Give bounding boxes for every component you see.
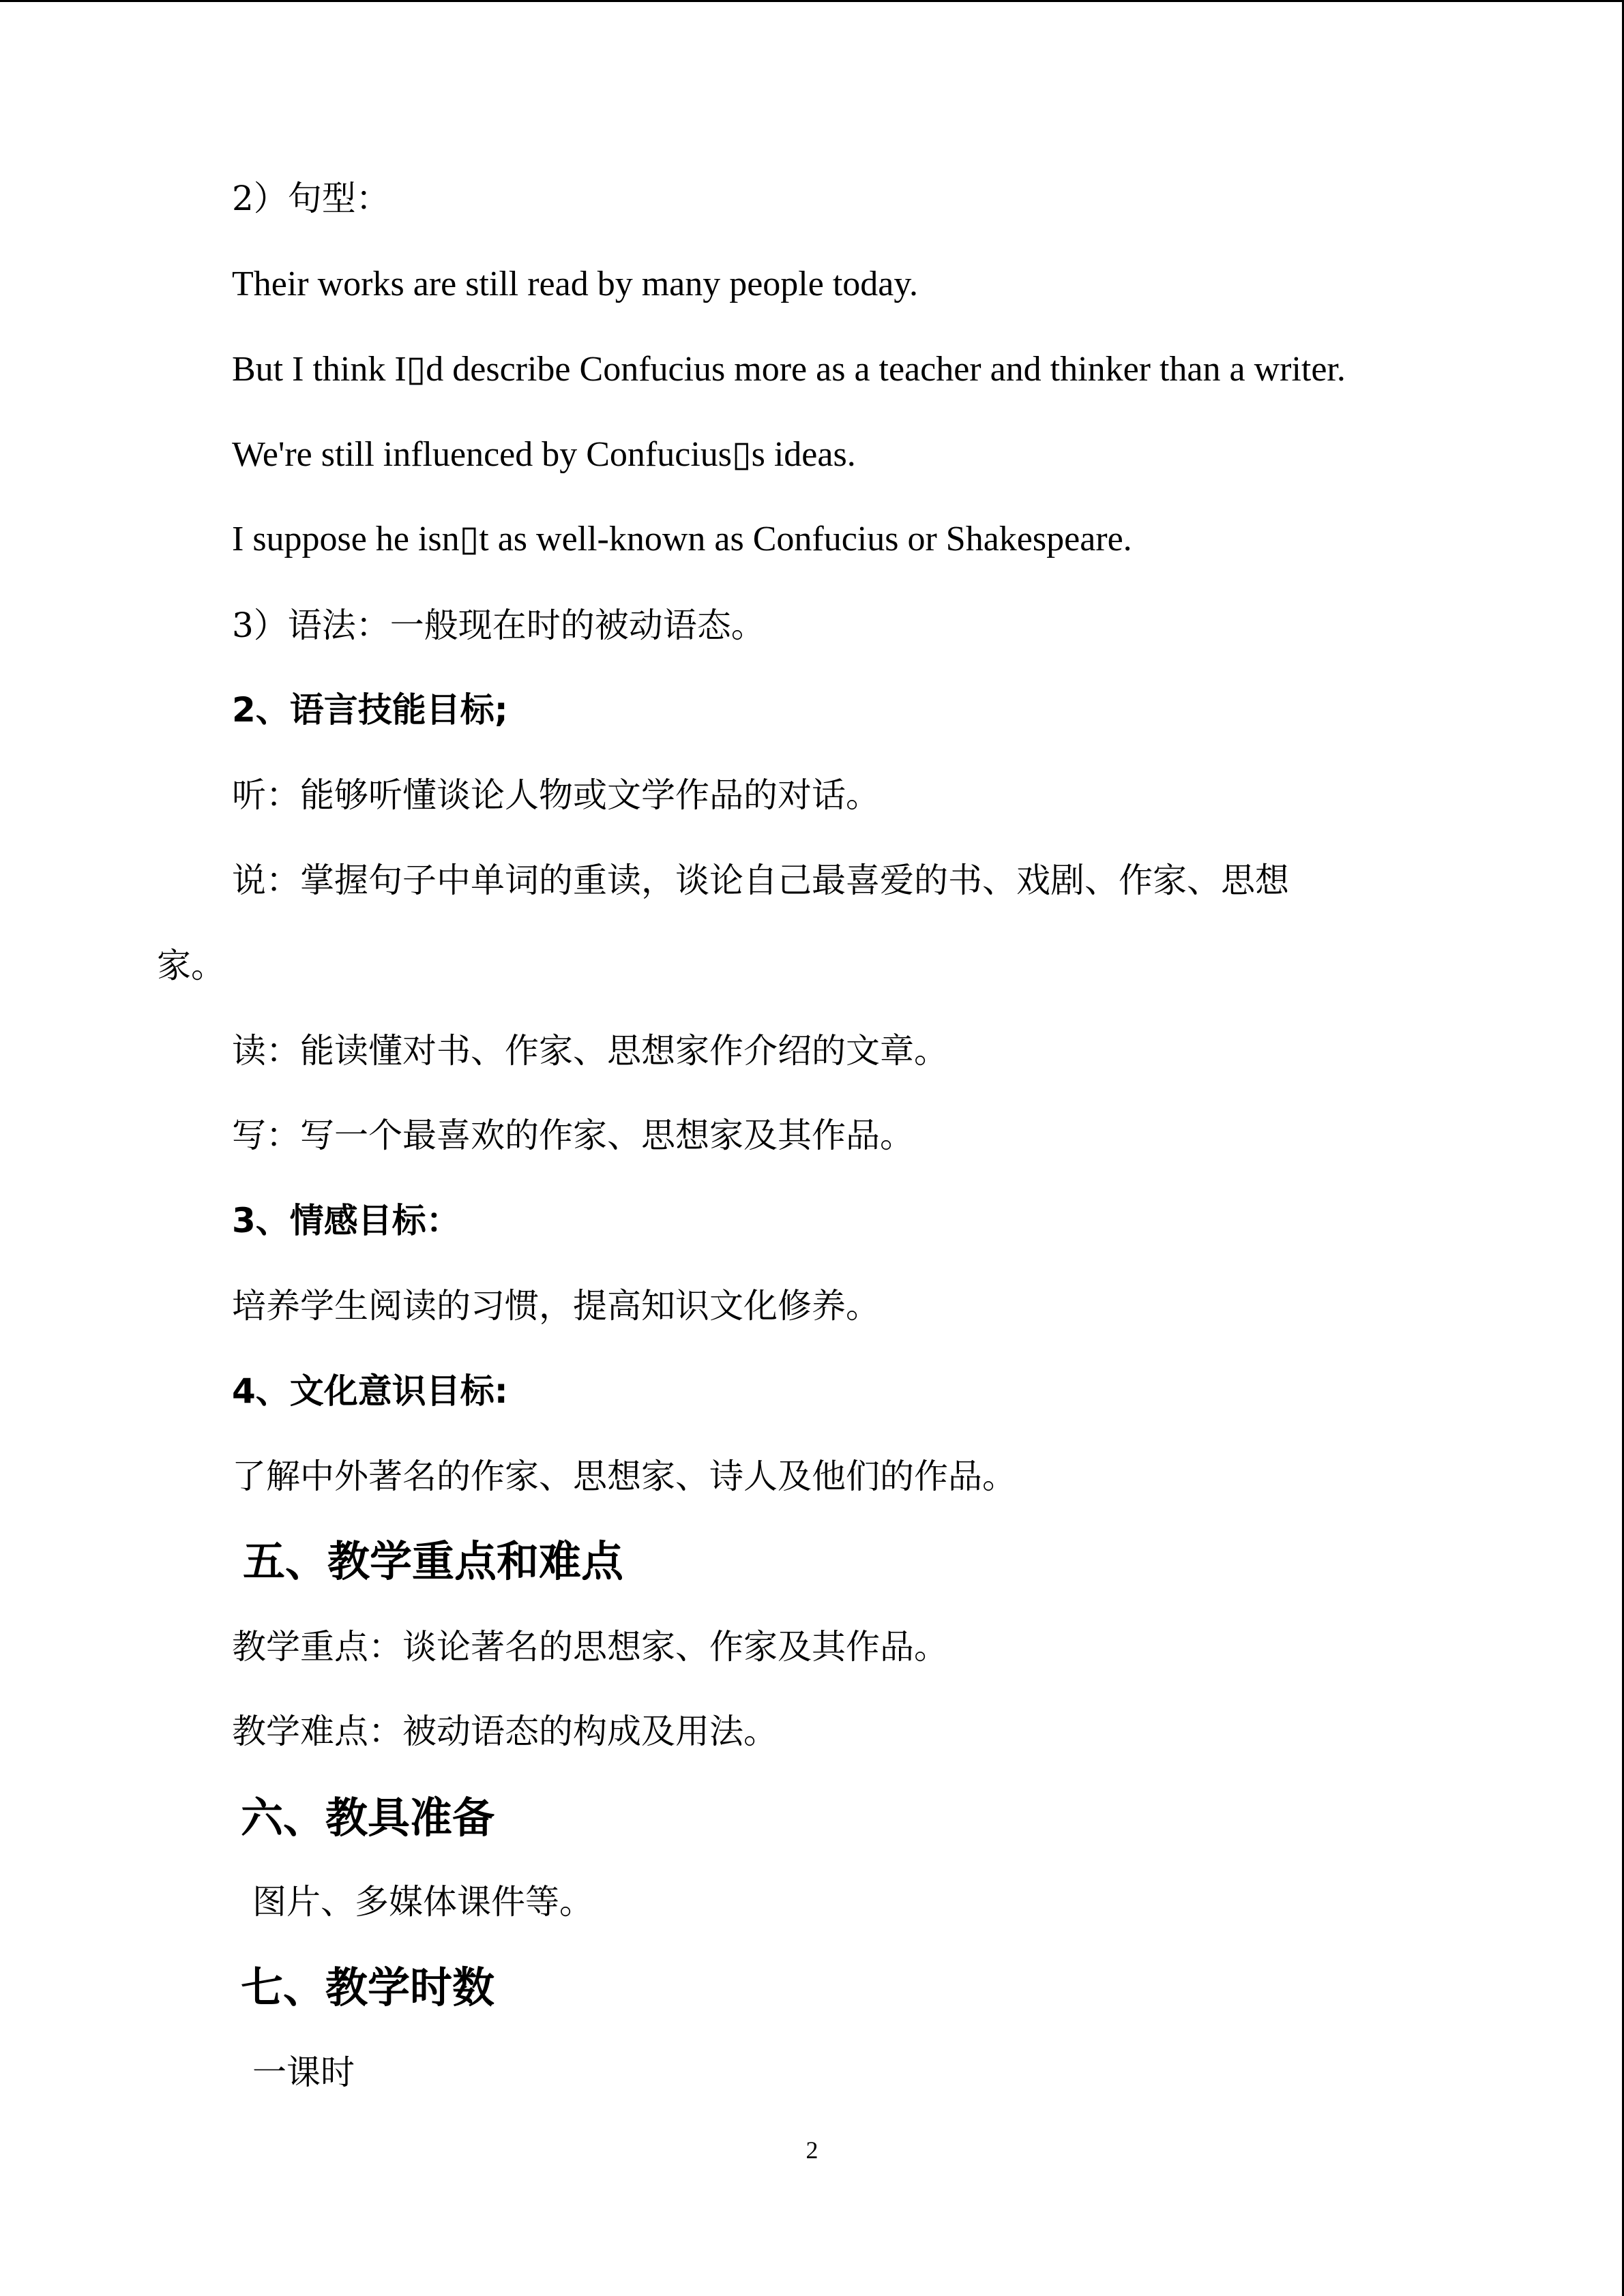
section-heading-teaching-hours: 七、教学时数 xyxy=(241,1963,495,2012)
body-line: 图片、多媒体课件等。 xyxy=(252,1882,593,1922)
grammar-line: 3）语法：一般现在时的被动语态。 xyxy=(232,606,765,645)
section-heading-key-points: 五、教学重点和难点 xyxy=(243,1536,624,1586)
sentence-line: I suppose he isn▯t as well-known as Confucius or Shakespeare. xyxy=(232,520,1132,558)
body-line: 教学难点：被动语态的构成及用法。 xyxy=(232,1712,778,1751)
body-line-continued: 家。 xyxy=(157,946,225,985)
body-line: 了解中外著名的作家、思想家、诗人及他们的作品。 xyxy=(232,1457,1016,1496)
subheading-language-skills: 2、语言技能目标; xyxy=(232,690,508,730)
body-line: 写：写一个最喜欢的作家、思想家及其作品。 xyxy=(232,1116,914,1155)
subheading-emotion-goals: 3、情感目标： xyxy=(232,1201,460,1240)
page-number: 2 xyxy=(806,2136,818,2164)
sentence-line: Their works are still read by many people today. xyxy=(232,265,918,303)
body-line: 说：掌握句子中单词的重读，谈论自己最喜爱的书、戏剧、作家、思想 xyxy=(232,861,1289,900)
body-line: 教学重点：谈论著名的思想家、作家及其作品。 xyxy=(232,1627,948,1667)
body-line: 读：能读懂对书、作家、思想家作介绍的文章。 xyxy=(232,1031,948,1071)
sentence-line: But I think I▯d describe Confucius more as a teacher and thinker than a writer. xyxy=(232,350,1346,389)
body-line: 一课时 xyxy=(252,2053,355,2092)
sentence-pattern-heading: 2）句型： xyxy=(232,179,390,218)
subheading-culture-goals: 4、文化意识目标: xyxy=(232,1371,508,1411)
body-line: 听：能够听懂谈论人物或文学作品的对话。 xyxy=(232,775,880,815)
sentence-line: We're still influenced by Confucius▯s ideas. xyxy=(232,435,856,474)
body-line: 培养学生阅读的习惯，提高知识文化修养。 xyxy=(232,1286,880,1326)
section-heading-teaching-aids: 六、教具准备 xyxy=(241,1793,495,1843)
